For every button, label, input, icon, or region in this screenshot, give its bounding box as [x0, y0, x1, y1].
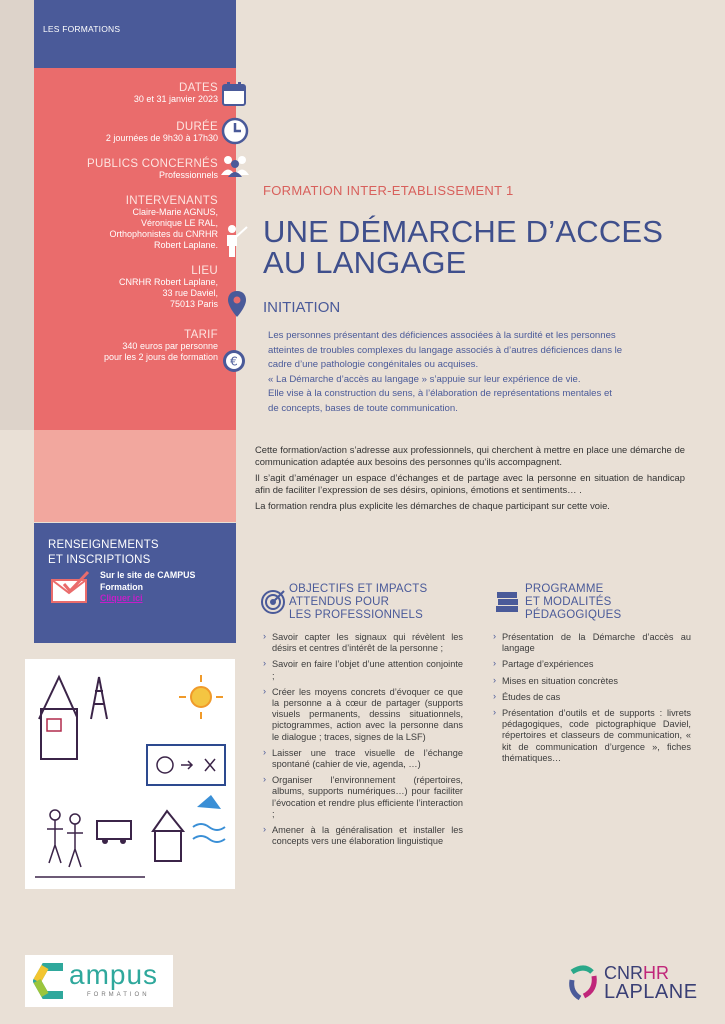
lieu-title: LIEU	[191, 265, 218, 277]
intervenants-line: Véronique LE RAL,	[140, 218, 218, 228]
euro-coin-icon	[222, 349, 246, 373]
lieu-block	[119, 265, 218, 310]
intro-line: Elle vise à la construction du sens, à l’élaboration de représentations mentales et	[268, 388, 612, 399]
campus-mark-icon	[33, 961, 69, 1001]
description-paragraph: Il s’agit d’aménager un espace d’échanges et de partage avec la personne en situation de handicap afin de faciliter l’expression de ses désirs, opinions, émotions et sentiments… .	[255, 472, 685, 495]
cnrhr-logo-part: HR	[643, 963, 669, 983]
dates-value: 30 et 31 janvier 2023	[133, 94, 218, 104]
title-line: AU LANGAGE	[263, 245, 467, 280]
register-link[interactable]: Cliquer ici	[100, 593, 143, 603]
list-item: › Partage d’expériences	[493, 659, 691, 670]
intervenants-line: Claire-Marie AGNUS,	[132, 207, 218, 217]
description	[255, 444, 685, 516]
intervenants-block	[109, 195, 218, 251]
location-pin-icon	[227, 290, 247, 318]
renseignements-text-line: Formation	[100, 581, 144, 592]
intro-text	[268, 329, 688, 416]
cnrhr-logo	[562, 958, 712, 1008]
list-item: › Présentation de la Démarche d’accès au langage	[493, 632, 691, 654]
tarif-block	[104, 329, 218, 363]
publics-value: Professionnels	[158, 170, 218, 180]
laplane-logo-text: LAPLANE	[604, 981, 698, 1003]
cnrhr-mark-icon	[566, 962, 600, 1004]
child-drawing-image	[25, 659, 235, 889]
description-paragraph: Cette formation/action s’adresse aux professionnels, qui cherchent à mettre en place une démarche de communication adaptée aux besoins des personnes qu’ils accompagnent.	[255, 444, 685, 467]
publics-title: PUBLICS CONCERNÉS	[87, 158, 218, 170]
renseignements-text-line: Sur le site de CAMPUS	[100, 570, 196, 580]
intro-line: cadre d’une pathologie congénitales ou acquises.	[268, 359, 479, 370]
cnrhr-logo-text	[604, 964, 669, 982]
target-icon	[260, 589, 286, 615]
calendar-icon	[222, 81, 246, 107]
list-item: › Amener à la généralisation et installer les concepts vers une élaboration linguistique	[263, 825, 463, 847]
title-line: UNE DÉMARCHE D’ACCES	[263, 214, 664, 249]
programme-title-line: ET MODALITÉS	[525, 596, 612, 608]
list-item: › Études de cas	[493, 692, 691, 703]
mail-icon	[50, 570, 90, 604]
dates-title: DATES	[179, 82, 218, 94]
renseignements-panel	[34, 523, 236, 643]
list-item: › Créer les moyens concrets d’évoquer ce que la personne a à cœur de partager (supports visuels permanents, dessins situationnels, pictogrammes, action avec la personne dans le dialogue ; traces, signes de la LSF)	[263, 687, 463, 743]
publics-block	[87, 158, 218, 181]
books-icon	[495, 591, 521, 613]
coral-extension	[34, 430, 236, 522]
programme-list	[493, 632, 691, 769]
list-item: › Présentation d’outils et de supports : livrets pédagogiques, code pictographique Daviel, répertoires et classeurs de communication, « kit de communication d’urgence », fiches thématiques…	[493, 708, 691, 764]
objectifs-title-line: OBJECTIFS ET IMPACTS	[289, 583, 428, 595]
duree-title: DURÉE	[176, 121, 218, 133]
lieu-line: 33 rue Daviel,	[162, 288, 218, 298]
left-margin	[0, 0, 34, 430]
level-label: INITIATION	[263, 299, 341, 316]
intro-line: de concepts, bases de toute communication.	[268, 402, 458, 414]
tarif-title: TARIF	[184, 329, 218, 341]
list-item: › Mises en situation concrètes	[493, 676, 691, 687]
header-strip	[34, 0, 236, 68]
presenter-icon	[224, 224, 248, 258]
svg-text:€: €	[230, 354, 238, 369]
intervenants-line: Orthophonistes du CNRHR	[109, 229, 218, 239]
campus-logo-text: ampus	[69, 959, 159, 990]
lieu-line: 75013 Paris	[169, 299, 218, 309]
objectifs-title-line: LES PROFESSIONNELS	[289, 609, 423, 621]
duree-value: 2 journées de 9h30 à 17h30	[105, 133, 218, 143]
intervenants-line: Robert Laplane.	[153, 240, 218, 250]
clock-icon	[221, 117, 249, 145]
programme-title-line: PÉDAGOGIQUES	[525, 609, 622, 621]
tarif-line: 340 euros par personne	[122, 341, 218, 351]
page-title	[263, 216, 693, 278]
lieu-line: CNRHR Robert Laplane,	[118, 277, 218, 287]
renseignements-title-line: RENSEIGNEMENTS	[48, 539, 159, 551]
renseignements-text	[100, 570, 195, 605]
objectifs-list	[263, 632, 463, 852]
description-paragraph: La formation rendra plus explicite les démarches de chaque participant sur cette voie.	[255, 500, 610, 511]
intervenants-title: INTERVENANTS	[125, 195, 218, 207]
campus-logo	[25, 955, 173, 1007]
list-item: › Laisser une trace visuelle de l’échange spontané (cahier de vie, agenda, …)	[263, 748, 463, 770]
dates-block	[134, 82, 218, 105]
tarif-line: pour les 2 jours de formation	[103, 352, 218, 362]
list-item: › Savoir en faire l’objet d’une attention conjointe ;	[263, 659, 463, 681]
list-item: › Savoir capter les signaux qui révèlent les désirs et centres d’intérêt de la personne ;	[263, 632, 463, 654]
intro-line: atteintes de troubles complexes du langage associés à d’autres déficiences dans le	[268, 344, 623, 356]
people-icon	[220, 155, 250, 177]
objectifs-title	[289, 583, 427, 622]
list-item: › Organiser l’environnement (répertoires, albums, supports numériques…) pour faciliter l’évocation et rendre plus efficiente l’interaction ;	[263, 775, 463, 820]
programme-title	[525, 583, 621, 622]
duree-block	[106, 121, 218, 144]
info-panel	[34, 68, 236, 430]
objectifs-title-line: ATTENDUS POUR	[289, 596, 390, 608]
section-label: LES FORMATIONS	[43, 24, 121, 34]
formation-pretitle: FORMATION INTER-ETABLISSEMENT 1	[263, 183, 514, 198]
campus-logo-subtext: FORMATION	[87, 992, 150, 998]
intro-line: Les personnes présentant des déficiences associées à la surdité et les personnes	[268, 330, 616, 341]
renseignements-title	[48, 538, 159, 568]
intro-line: « La Démarche d’accès au langage » s’appuie sur leur expérience de vie.	[268, 373, 581, 385]
renseignements-title-line: ET INSCRIPTIONS	[48, 554, 151, 566]
cnrhr-logo-part: CNR	[604, 963, 643, 983]
programme-title-line: PROGRAMME	[525, 583, 604, 595]
